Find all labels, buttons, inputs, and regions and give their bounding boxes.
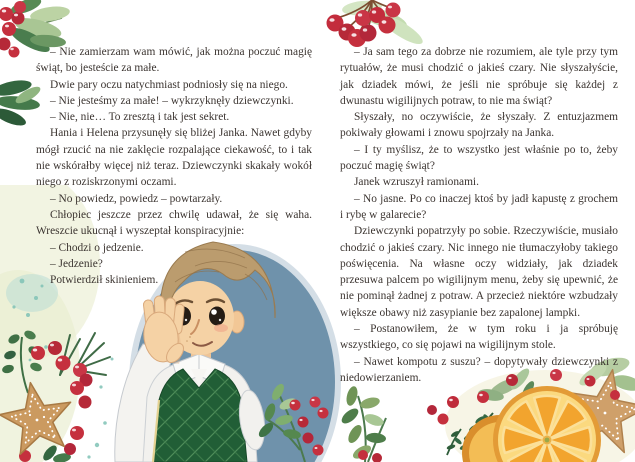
paragraph: – Nawet kompotu z suszu? – dopytywały dziewczynki z niedowierzaniem. bbox=[340, 355, 618, 384]
right-page-text bbox=[340, 44, 618, 386]
gingerbread-star-icon bbox=[0, 383, 71, 455]
paragraph: – Chodzi o jedzenie. bbox=[50, 241, 144, 254]
paragraph: – Nie jesteśmy za małe! – wykrzyknęły dziewczynki. bbox=[50, 94, 294, 107]
paragraph: – Nie, nie… To zresztą i tak jest sekret. bbox=[50, 111, 230, 124]
paragraph: Hania i Helena przysunęły się bliżej Janka. Nawet gdyby mógł rzucić na nie zaklęcie rozpalające ciekawość, to i tak nie wskórałby więcej niż teraz. Dziewczynki skakały wokół niego z roziskrzonymi oczami. bbox=[36, 127, 312, 189]
blush bbox=[214, 324, 228, 332]
paragraph: – Nie zamierzam wam mówić, jak można poczuć magię świąt, bo jesteście za małe. bbox=[36, 46, 312, 75]
paragraph: Chłopiec jeszcze przez chwilę udawał, że się waha. Wreszcie ukucnął i wyszeptał konspiracyjnie: bbox=[36, 208, 312, 238]
paragraph: – Jedzenie? bbox=[50, 257, 103, 270]
left-page-text bbox=[36, 44, 312, 288]
paragraph: – Ja sam tego za dobrze nie rozumiem, ale tyle przy tym rytuałów, że musi chodzić o jakieś czary. Nie słyszałyście, jak dziadek mówi, że jeśli nie spróbuje się każdej z dwunastu wigilijnych potraw, to nie ma świąt? bbox=[340, 46, 618, 107]
paragraph: – Postanowiłem, że w tym roku i ja spróbuję wszystkiego, co się pojawi na wigilijnym stole. bbox=[340, 323, 618, 352]
paragraph: Potwierdził skinieniem. bbox=[50, 274, 159, 287]
paragraph: Słyszały, no oczywiście, że słyszały. Z entuzjazmem pokiwały głowami i znowu spojrzały na Janka. bbox=[340, 111, 618, 140]
paragraph: – No jasne. Po co inaczej ktoś by jadł kapustę z grochem i rybę w galarecie? bbox=[340, 192, 618, 221]
paragraph: Dziewczynki popatrzyły po sobie. Rzeczywiście, musiało chodzić o jakieś czary. Nic innego nie tłumaczyłoby takiego poświęcenia. Na własne oczy widziały, jak dziadek przesuwa palcem po wigilijnym menu, żeby się upewnić, że nie pominął żadnej z potraw. A przecież niektóre wzbudzały większe obawy niż zasypianie bez zapalonej lampki. bbox=[340, 225, 618, 319]
paragraph: – No powiedz, powiedz – powtarzały. bbox=[50, 192, 223, 205]
paragraph: Dwie pary oczu natychmiast podniosły się na niego. bbox=[50, 78, 288, 91]
paragraph: Janek wzruszył ramionami. bbox=[354, 176, 479, 189]
paragraph: – I ty myślisz, że to wszystko jest właśnie po to, żeby poczuć magię świąt? bbox=[340, 143, 618, 173]
